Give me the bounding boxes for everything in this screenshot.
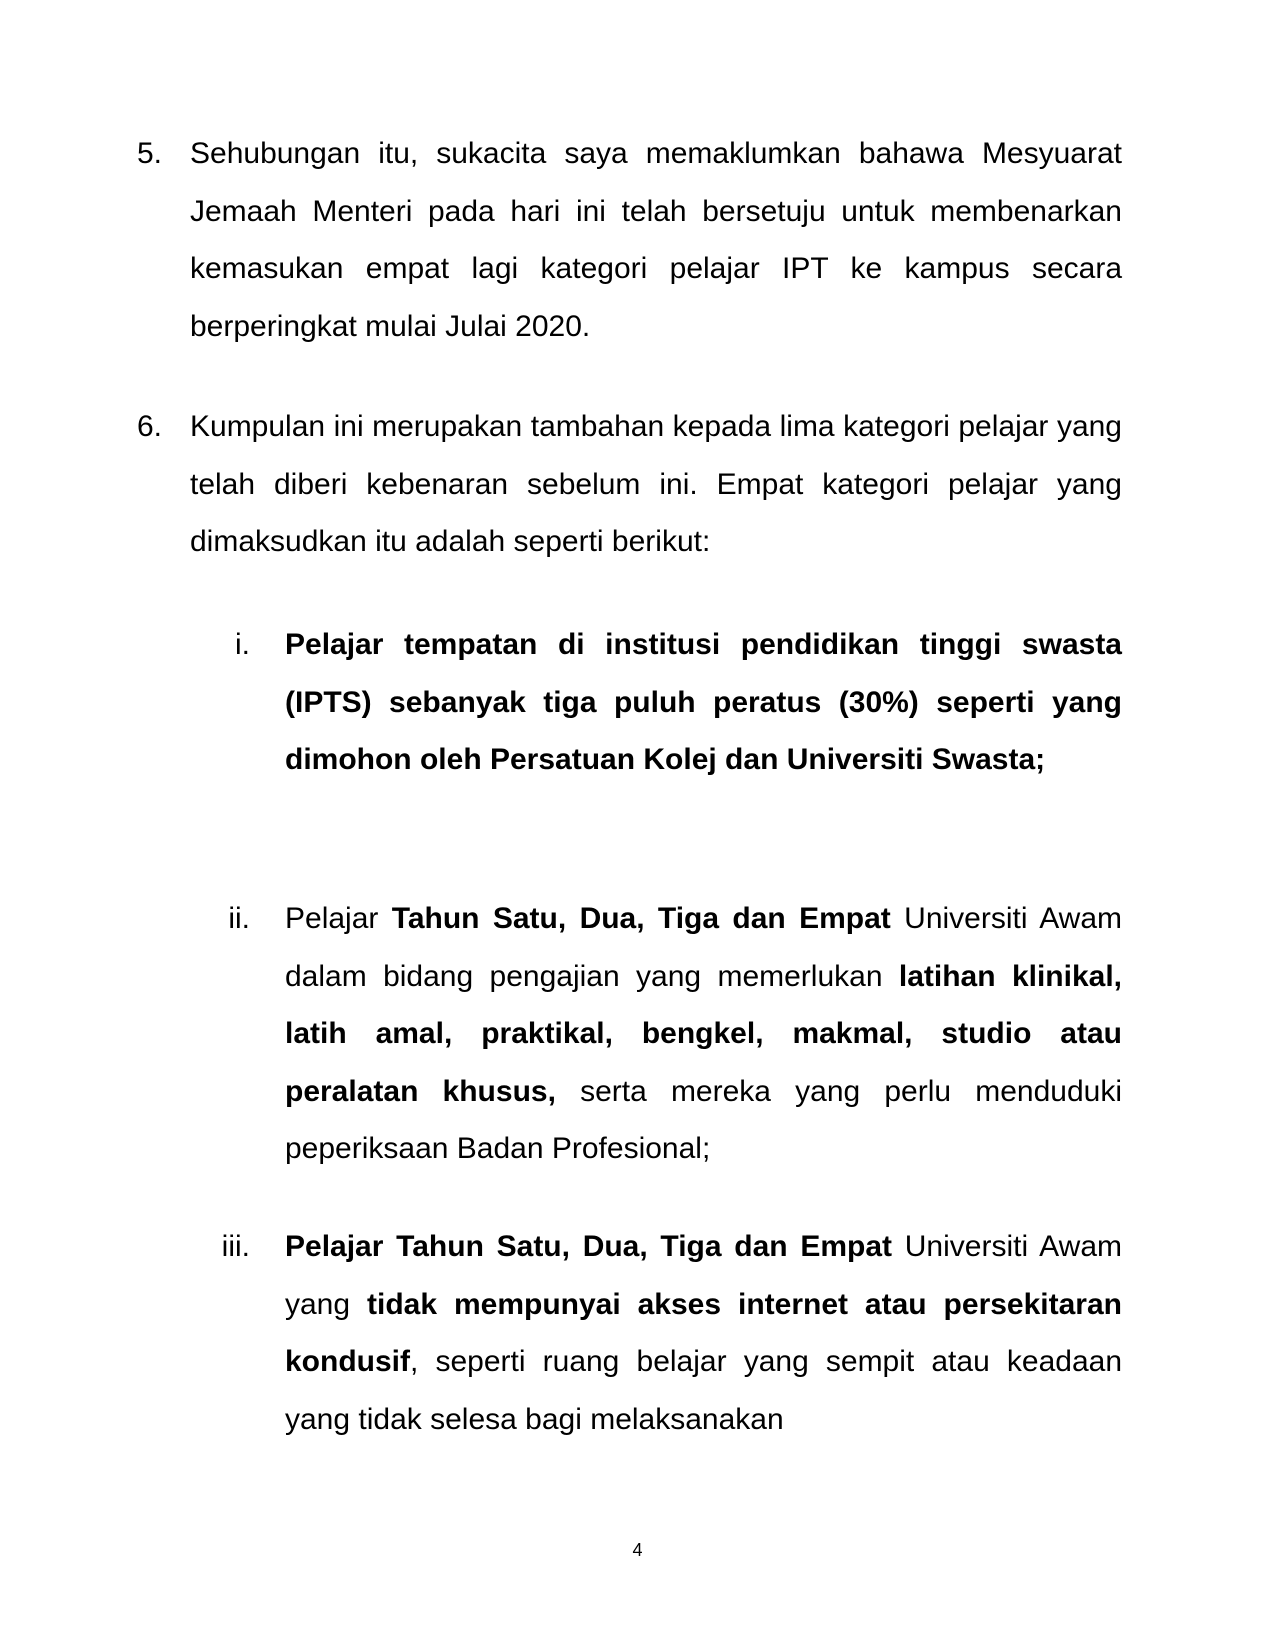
list-item-text (285, 890, 1122, 1178)
paragraph-number: 6. (137, 410, 163, 443)
page-number: 4 (632, 1540, 643, 1560)
list-item-segment: Pelajar tempatan di institusi pendidikan tinggi swasta (IPTS) sebanyak tiga puluh peratus (30%) seperti yang dimohon oleh Persatuan Kolej dan Universiti Swasta; (285, 628, 1122, 776)
list-item-number: ii. (228, 902, 250, 935)
list-item-segment: latihan klinikal, latih amal, praktikal, bengkel, makmal, studio atau peralatan khusus, (285, 959, 1122, 1108)
list-item-segment: Pelajar Tahun Satu, Dua, Tiga dan Empat (285, 1230, 893, 1263)
list-item-number: i. (235, 628, 250, 661)
list-item-segment: Pelajar (285, 902, 392, 935)
list-item-segment: Universiti Awam dalam bidang pengajian yang memerlukan (285, 902, 1123, 993)
list-item-segment: , seperti ruang belajar yang sempit atau keadaan yang tidak selesa bagi melaksanakan (285, 1345, 1122, 1436)
list-item-segment: tidak mempunyai akses internet atau persekitaran kondusif (285, 1287, 1122, 1378)
paragraph-text: Kumpulan ini merupakan tambahan kepada lima kategori pelajar yang telah diberi kebenaran sebelum ini. Empat kategori pelajar yang dimaksudkan itu adalah seperti berikut: (190, 410, 1122, 558)
list-item-segment: serta mereka yang perlu menduduki peperiksaan Badan Profesional; (285, 1074, 1122, 1165)
list-item-segment: Tahun Satu, Dua, Tiga dan Empat (391, 902, 891, 935)
list-item-text (285, 616, 1122, 789)
list-item-segment: Universiti Awam yang (285, 1230, 1122, 1321)
list-item-number: iii. (221, 1230, 250, 1263)
paragraph-number: 5. (137, 137, 163, 170)
list-item-text (285, 1218, 1122, 1448)
paragraph-text: Sehubungan itu, sukacita saya memaklumkan bahawa Mesyuarat Jemaah Menteri pada hari ini telah bersetuju untuk membenarkan kemasukan empat lagi kategori pelajar IPT ke kampus secara berperingkat mulai Julai 2020. (190, 137, 1122, 343)
